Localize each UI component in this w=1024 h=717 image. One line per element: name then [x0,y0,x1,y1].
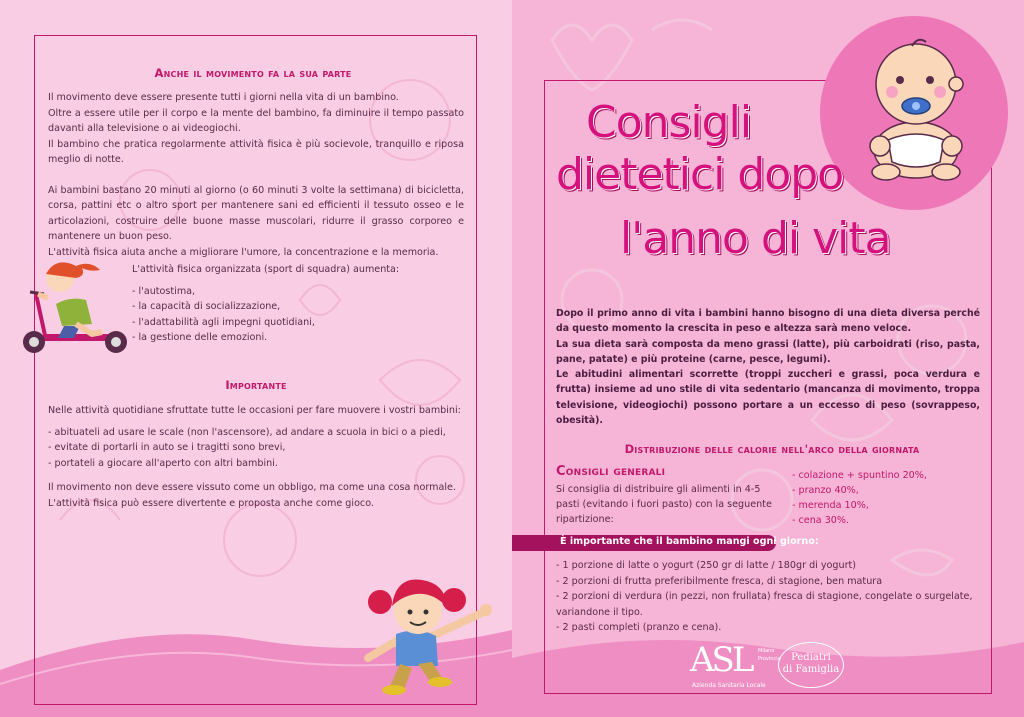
distribution-heading: Distribuzione delle calorie nell'arco della giornata [624,442,920,456]
list-item: - 1 porzione di latte o yogurt (250 gr di latte / 180gr di yogurt) [556,560,857,571]
organized-intro: L'attività fisica organizzata (sport di squadra) aumenta: [132,264,400,275]
asl-logo-letters: ASL [690,640,752,680]
list-item: - la capacità di socializzazione, [132,301,281,312]
intro-text [556,306,980,428]
daily-list [556,558,986,636]
daily-banner-label: È importante che il bambino mangi ogni giorno: [560,536,819,547]
list-item: - l'autostima, [132,285,196,297]
list-item: - cena 30%. [792,515,850,526]
list-item: - 2 porzioni di frutta preferibilmente fresca, di stagione, ben matura [556,575,883,587]
intro-paragraph: Dopo il primo anno di vita i bambini hanno bisogno di una dieta diversa perché da questo momento la crescita in peso e altezza sarà meno veloce. [556,308,980,335]
closing-line: L'attività fisica può essere divertente e proposta anche come gioco. [48,497,374,509]
closing-line: Il movimento non deve essere vissuto come un obbligo, ma come una cosa normale. [48,482,456,493]
general-heading: Consigli generali [556,464,666,479]
asl-logo-caption: Azienda Sanitaria Locale [692,682,766,689]
title-line-1: Consigli [586,97,752,148]
movement-paragraph: Il movimento deve essere presente tutti i giorni nella vita di un bambino. [48,92,399,103]
movement-heading: Anche il movimento fa la sua parte [154,66,352,80]
pediatri-logo-line-2: di Famiglia [782,664,840,675]
organized-sport-block [132,262,452,346]
list-item: - l'adattabilità agli impegni quotidiani, [132,316,315,328]
list-item: - 2 porzioni di verdura (in pezzi, non frullata) fresca di stagione, congelate o surgelate, variandone il tipo. [556,591,973,618]
important-list [48,425,466,472]
title-line-2: dietetici dopo [556,149,844,200]
title-line-3: l'anno di vita [620,213,891,264]
list-item: - 2 pasti completi (pranzo e cena). [556,622,722,633]
list-item: - portateli a giocare all'aperto con altri bambini. [48,457,278,469]
list-item: - evitate di portarli in auto se i tragitti sono brevi, [48,442,286,453]
movement-text [48,90,464,260]
pediatri-logo [778,642,844,688]
list-item: - pranzo 40%, [792,485,859,496]
important-intro: Nelle attività quotidiane sfruttate tutte le occasioni per fare muovere i vostri bambini: [48,405,461,416]
intro-paragraph: Le abitudini alimentari scorrette (troppi zuccheri e grassi, poca verdura e frutta) insieme ad uno stile di vita sedentario (mancanza di movimento, troppa televisione, videogiochi) possono portare a un eccesso di peso (sovrappeso, obesità). [556,369,980,427]
organized-list [132,284,452,346]
list-item: - abituateli ad usare le scale (non l'ascensore), ad andare a scuola in bici o a piedi, [48,426,446,438]
scooter-kid-illustration [16,254,128,356]
right-page [512,0,1024,717]
daily-banner [512,535,819,551]
running-girl-illustration [358,576,494,696]
movement-paragraph: Il bambino che pratica regolarmente attività fisica è più socievole, tranquillo e riposa meglio di notte. [48,138,464,165]
general-text: Si consiglia di distribuire gli alimenti in 4-5 pasti (evitando i fuori pasto) con la seguente ripartizione: [556,484,772,525]
meal-distribution-list [792,468,952,528]
intro-paragraph: La sua dieta sarà composta da meno grassi (latte), più carboidrati (riso, pasta, pane, patate) e più proteine (carne, pesce, legumi). [556,338,980,365]
movement-paragraph: L'attività fisica aiuta anche a migliorare l'umore, la concentrazione e la memoria. [48,246,439,258]
pediatri-logo-line-1: Pediatri [791,652,831,663]
movement-paragraph: Oltre a essere utile per il corpo e la mente del bambino, fa diminuire il tempo passato davanti alla televisione o ai videogiochi. [48,107,464,134]
important-text [48,403,466,511]
baby-illustration [852,34,982,184]
asl-logo [688,640,781,692]
list-item: - colazione + spuntino 20%, [792,470,927,481]
movement-paragraph: Ai bambini bastano 20 minuti al giorno (o 60 minuti 3 volte la settimana) di bicicletta, corsa, pattini etc o altro sport per mantenere sani ed efficienti il tessuto osseo e le articolazioni, costruire delle buone masse muscolari, ridurre il grasso corporeo e mantenere un buon peso. [48,184,464,242]
list-item: - merenda 10%, [792,500,869,511]
asl-logo-side-1: Milano [758,648,775,654]
list-item: - la gestione delle emozioni. [132,332,268,343]
asl-logo-side-2: Provincia [758,656,781,662]
important-heading: Importante [225,378,287,392]
